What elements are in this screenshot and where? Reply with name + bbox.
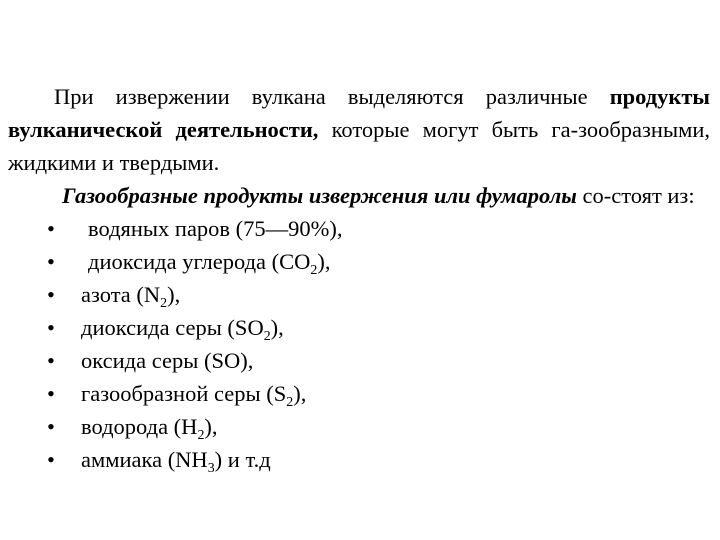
list-item-text: диоксида углерода (CO — [88, 249, 311, 274]
list-item — [8, 311, 710, 344]
bullet-icon: • — [47, 414, 55, 439]
gas-heading: Газообразные продукты извержения или фумаролы — [62, 183, 577, 208]
bullet-icon: • — [47, 249, 55, 274]
list-item-text: аммиака (NH — [81, 447, 208, 472]
list-item-text: газообразной серы (S — [81, 381, 287, 406]
list-item — [8, 212, 710, 245]
bullet-icon: • — [47, 315, 55, 340]
bullet-icon: • — [47, 282, 55, 307]
text-block — [8, 80, 710, 476]
subscript: 2 — [286, 394, 294, 410]
list-item — [8, 410, 710, 443]
list-item — [8, 377, 710, 410]
bullet-icon: • — [47, 348, 55, 373]
list-item — [8, 344, 710, 377]
intro-paragraph — [8, 80, 710, 179]
list-item-text-end: ), — [270, 315, 284, 340]
list-item-text: водяных паров (75—90%), — [88, 216, 343, 241]
list-item-text-end: ), — [317, 249, 331, 274]
list-item — [8, 443, 710, 476]
list-item-text-end: ), — [204, 414, 218, 439]
list-item-text-end: ), — [167, 282, 181, 307]
subscript: 3 — [207, 460, 215, 476]
intro-bold-term: продукты вулканической деятельности, — [8, 84, 710, 142]
list-item-text-end: ), — [293, 381, 307, 406]
bullet-icon: • — [47, 447, 55, 472]
intro-lead-text: При извержении вулкана выделяются различные — [54, 84, 610, 109]
subscript: 2 — [160, 295, 168, 311]
list-item-text: оксида серы (SO), — [81, 348, 254, 373]
list-item-text: диоксида серы (SO — [81, 315, 264, 340]
gas-consist-text: со-стоят из: — [576, 183, 695, 208]
list-item-text-end: ) и т.д — [214, 447, 271, 472]
gas-paragraph — [8, 179, 710, 212]
list-item — [8, 245, 710, 278]
subscript: 2 — [197, 427, 205, 443]
gas-composition-list — [8, 212, 710, 476]
list-item — [8, 278, 710, 311]
bullet-icon: • — [47, 216, 55, 241]
subscript: 2 — [310, 262, 318, 278]
bullet-icon: • — [47, 381, 55, 406]
intro-tail-text: которые могут быть га-зообразными, жидкими и твердыми. — [8, 117, 710, 175]
list-item-text: водорода (H — [81, 414, 198, 439]
subscript: 2 — [263, 328, 271, 344]
list-item-text: азота (N — [81, 282, 161, 307]
